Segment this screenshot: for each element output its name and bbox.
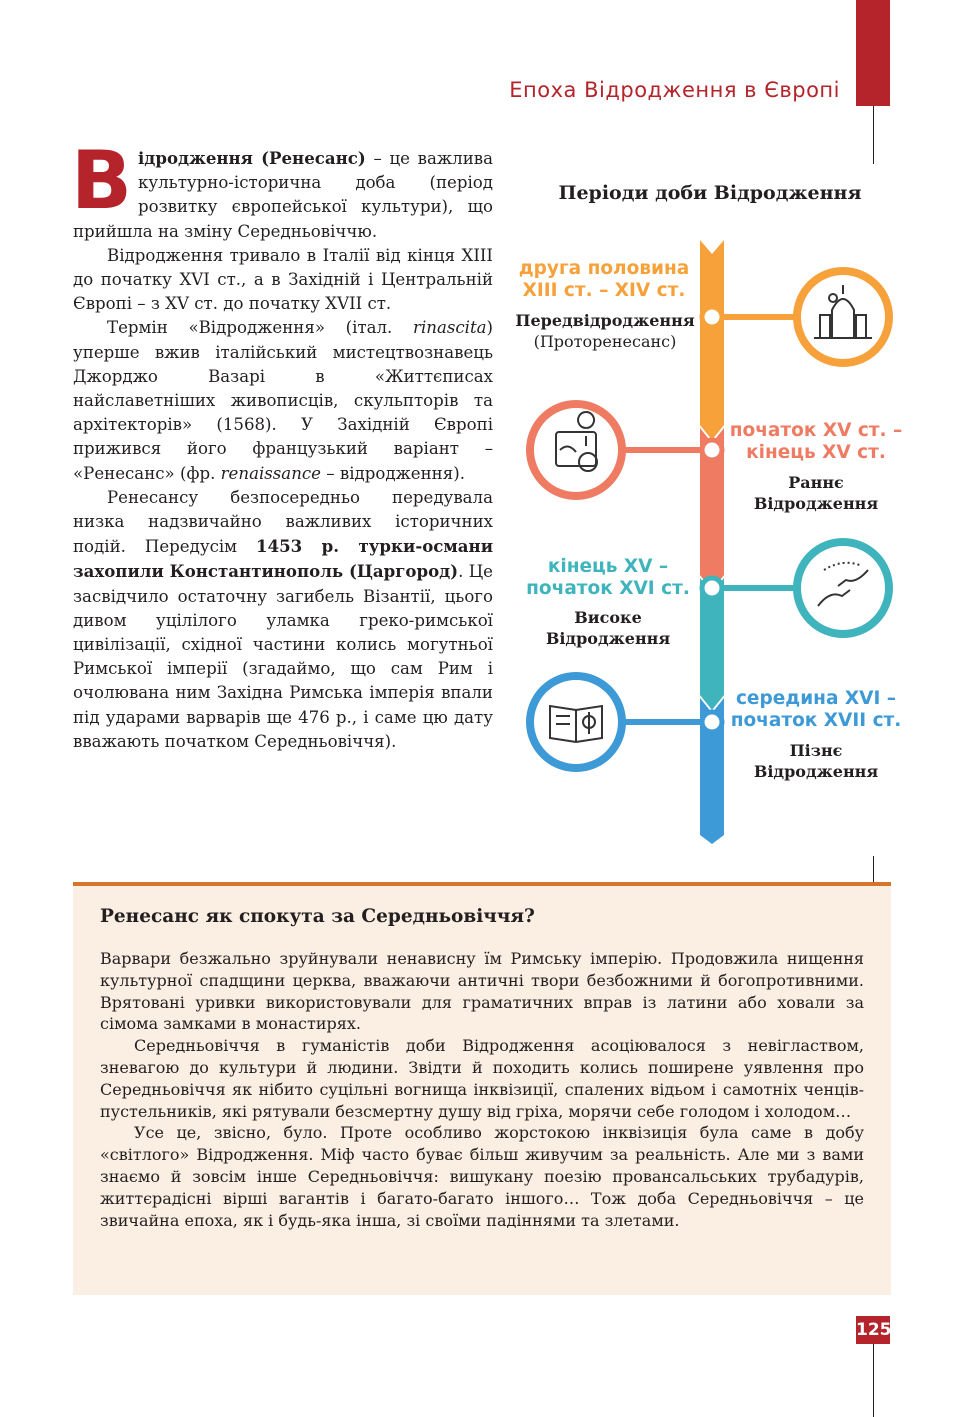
sidebox-paragraph-2: Середньовіччя в гуманістів доби Відродження асоціювалося з невіглаством, зневагою до культури й людини. Звідти й походить колись поширене уявлення про Середньовіччя як нібито суцільні вогнища інквізиції, спалених відьом і самотніх ченців-пустельників, які рятували безсмертну душу від гріха, морячи себе голодом і холодом…	[100, 1036, 864, 1121]
page-number: 125	[856, 1316, 890, 1344]
node-3	[702, 578, 722, 598]
main-text	[71, 134, 494, 754]
margin-rule-mid	[873, 856, 874, 882]
drop-cap: В	[71, 134, 132, 227]
sidebox-paragraph-3: Усе це, звісно, було. Проте особливо жорстокою інквізиція була саме в добу «світлого» Відродження. Міф часто буває більш живучим за реальність. Але ми з вами знаємо й зовсім інше Середньовіччя: вишукану поезію провансальських трубадурів, життєрадісні вірші вагантів і багато-багато іншого… Тож доба Середньовіччя – це звичайна епоха, як і будь-яка інша, зі своїми падіннями та злетами.	[100, 1123, 864, 1230]
sidebar-box	[73, 882, 891, 1295]
node-2	[702, 440, 722, 460]
icon-circle-3	[797, 542, 889, 634]
node-1	[702, 307, 722, 327]
period-1-name: Передвідродження (Проторенесанс)	[515, 311, 695, 351]
sidebox-text	[100, 948, 864, 1231]
period-2-name: Раннє Відродження	[753, 473, 879, 513]
paragraph-3: Термін «Відродження» (італ. rinascita) уперше вжив італійський мистецтвознавець Джорджо Вазарі в «Життєписах найславетніших живописців, скульпторів та архітекторів» (1568). У Західній Європі прижився його французький варіант – «Ренесанс» (фр. renaissance – відродження).	[73, 318, 493, 483]
icon-circle-2	[530, 404, 622, 496]
paragraph-4: Ренесансу безпосередньо передувала низка надзвичайно важливих історичних подій. Передусім 1453 р. турки-османи захопили Константинополь (Царгород). Це засвідчило остаточну загибель Візантії, цього дивом уцілілого уламка греко-римської цивілізації, східної частини колись могутньої Римської імперії (згадаймо, що сам Рим і очолювана ним Західна Римська імперія впали під ударами варварів ще 476 р., і саме цю дату вважають початком Середньовіччя).	[73, 487, 494, 751]
sidebox-title: Ренесанс як спокута за Середньовіччя?	[100, 906, 535, 927]
chapter-title: Епоха Відродження в Європі	[509, 78, 840, 102]
icon-circle-1	[797, 271, 889, 363]
period-1-date: друга половина XIII ст. – XIV ст.	[518, 258, 690, 301]
periods-diagram	[500, 170, 920, 850]
paragraph-2: Відродження тривало в Італії від кінця XIII до початку XVI ст., а в Західній і Центральній Європі – з XV ст. до початку XVII ст.	[73, 245, 493, 314]
diagram-title: Періоди доби Відродження	[558, 182, 862, 204]
margin-rule-bottom	[873, 1344, 874, 1417]
paragraph-1: Відродження (Ренесанс) – це важлива культурно-історична доба (період розвитку європейської культури), що прийшла на зміну Середньовіччю.	[71, 134, 494, 241]
margin-rule-top	[873, 106, 874, 164]
period-3-name: Високе Відродження	[545, 608, 671, 648]
period-4-date: середина XVI – початок XVII ст.	[730, 688, 902, 731]
sidebox-paragraph-1: Варвари безжально зруйнували ненависну їм Римську імперію. Продовжила нищення культурної спадщини церква, вважаючи античні твори безбожними й богопротивними. Врятовані уривки використовували для граматичних вправ із латини або ховали за сімома замками в монастирях.	[100, 949, 864, 1034]
period-2-date: початок XV ст. – кінець XV ст.	[729, 420, 903, 463]
node-4	[702, 712, 722, 732]
chapter-tab	[856, 0, 890, 106]
period-3-date: кінець XV – початок XVI ст.	[526, 556, 690, 599]
period-4-name: Пізнє Відродження	[753, 741, 879, 781]
timeline-segment-1	[700, 240, 724, 440]
